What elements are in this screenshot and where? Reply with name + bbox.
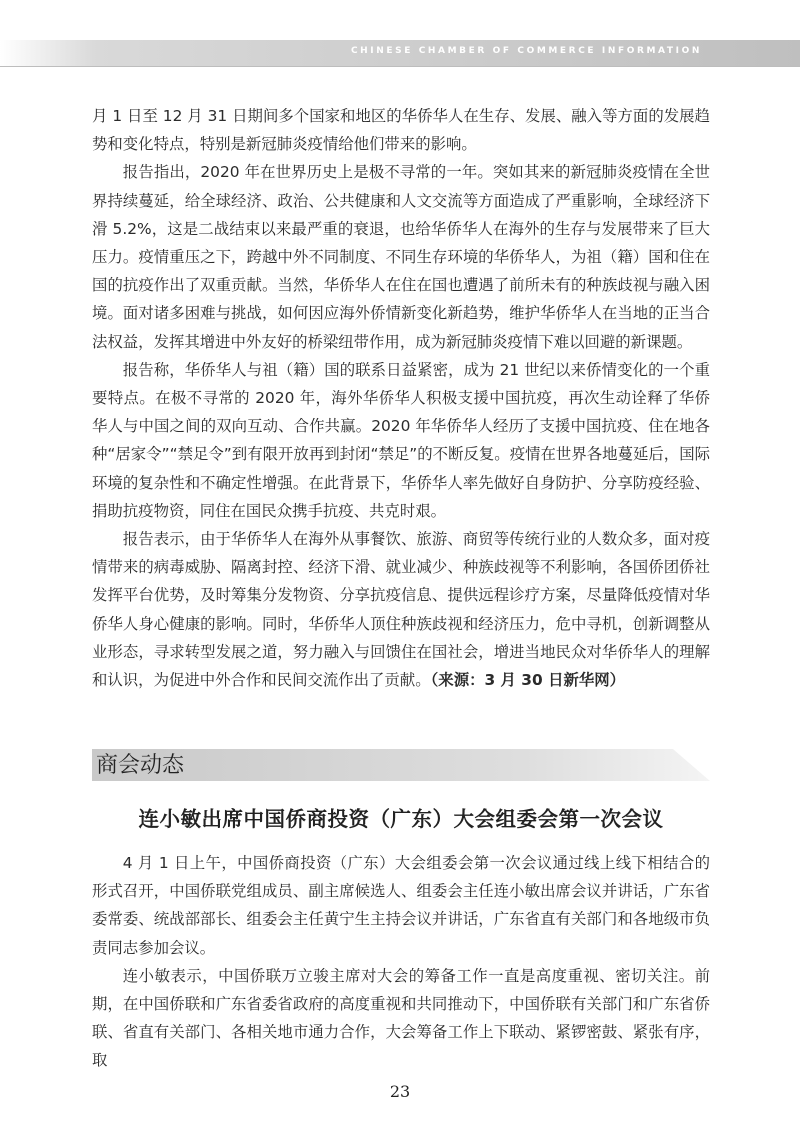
paragraph: 月 1 日至 12 月 31 日期间多个国家和地区的华侨华人在生存、发展、融入等方面的发展趋势和变化特点，特别是新冠肺炎疫情给他们带来的影响。 — [92, 107, 710, 154]
header-divider — [0, 66, 800, 67]
page-number: 23 — [389, 1082, 411, 1101]
article-title: 连小敏出席中国侨商投资（广东）大会组委会第一次会议 — [138, 807, 664, 831]
paragraph — [92, 525, 710, 694]
publication-title: CHINESE CHAMBER OF COMMERCE INFORMATION — [350, 46, 702, 56]
article-body-2 — [92, 849, 710, 1075]
source-note: （来源：3 月 30 日新华网） — [430, 671, 626, 690]
paragraph: 报告指出，2020 年在世界历史上是极不寻常的一年。突如其来的新冠肺炎疫情在全世界持续蔓延，给全球经济、政治、公共健康和人文交流等方面造成了严重影响，全球经济下滑 5.2%，这是二战结束以来最严重的衰退，也给华侨华人在海外的生存与发展带来了巨大压力。疫情重压之下，跨越中外不同制度、不同生存环境的华侨华人，为祖（籍）国和住在国的抗疫作出了双重贡献。当然，华侨华人在住在国也遭遇了前所未有的种族歧视与融入困境。面对诸多困难与挑战，如何因应海外侨情新变化新趋势，维护华侨华人在当地的正当合法权益，发挥其增进中外友好的桥梁纽带作用，成为新冠肺炎疫情下难以回避的新课题。 — [92, 163, 710, 351]
section-heading-bar — [92, 749, 710, 781]
paragraph-text: 报告表示，由于华侨华人在海外从事餐饮、旅游、商贸等传统行业的人数众多，面对疫情带来的病毒威胁、隔离封控、经济下滑、就业减少、种族歧视等不利影响，各国侨团侨社发挥平台优势，及时筹集分发物资、分享抗疫信息、提供远程诊疗方案，尽量降低疫情对华侨华人身心健康的影响。同时，华侨华人顶住种族歧视和经济压力，危中寻机，创新调整从业形态，寻求转型发展之道，努力融入与回馈住在国社会，增进当地民众对华侨华人的理解和认识，为促进中外合作和民间交流作出了贡献。 — [92, 530, 710, 690]
paragraph: 报告称，华侨华人与祖（籍）国的联系日益紧密，成为 21 世纪以来侨情变化的一个重要特点。在极不寻常的 2020 年，海外华侨华人积极支援中国抗疫，再次生动诠释了华侨华人与中国之间的双向互动、合作共赢。2020 年华侨华人经历了支援中国抗疫、住在地各种“居家令”“禁足令”到有限开放再到封闭“禁足”的不断反复。疫情在世界各地蔓延后，国际环境的复杂性和不确定性增强。在此背景下，华侨华人率先做好自身防护、分享防疫经验、捐助抗疫物资，同住在国民众携手抗疫、共克时艰。 — [92, 360, 710, 520]
paragraph: 连小敏表示，中国侨联万立骏主席对大会的筹备工作一直是高度重视、密切关注。前期，在中国侨联和广东省委省政府的高度重视和共同推动下，中国侨联有关部门和广东省侨联、省直有关部门、各相关地市通力合作，大会筹备工作上下联动、紧锣密鼓、紧张有序，取 — [92, 966, 710, 1070]
article-body-1 — [92, 102, 710, 694]
paragraph: 4 月 1 日上午，中国侨商投资（广东）大会组委会第一次会议通过线上线下相结合的形式召开，中国侨联党组成员、副主席候选人、组委会主任连小敏出席会议并讲话，广东省委常委、统战部部长、组委会主任黄宁生主持会议并讲话，广东省直有关部门和各地级市负责同志参加会议。 — [92, 854, 710, 957]
section-heading: 商会动态 — [96, 753, 185, 778]
